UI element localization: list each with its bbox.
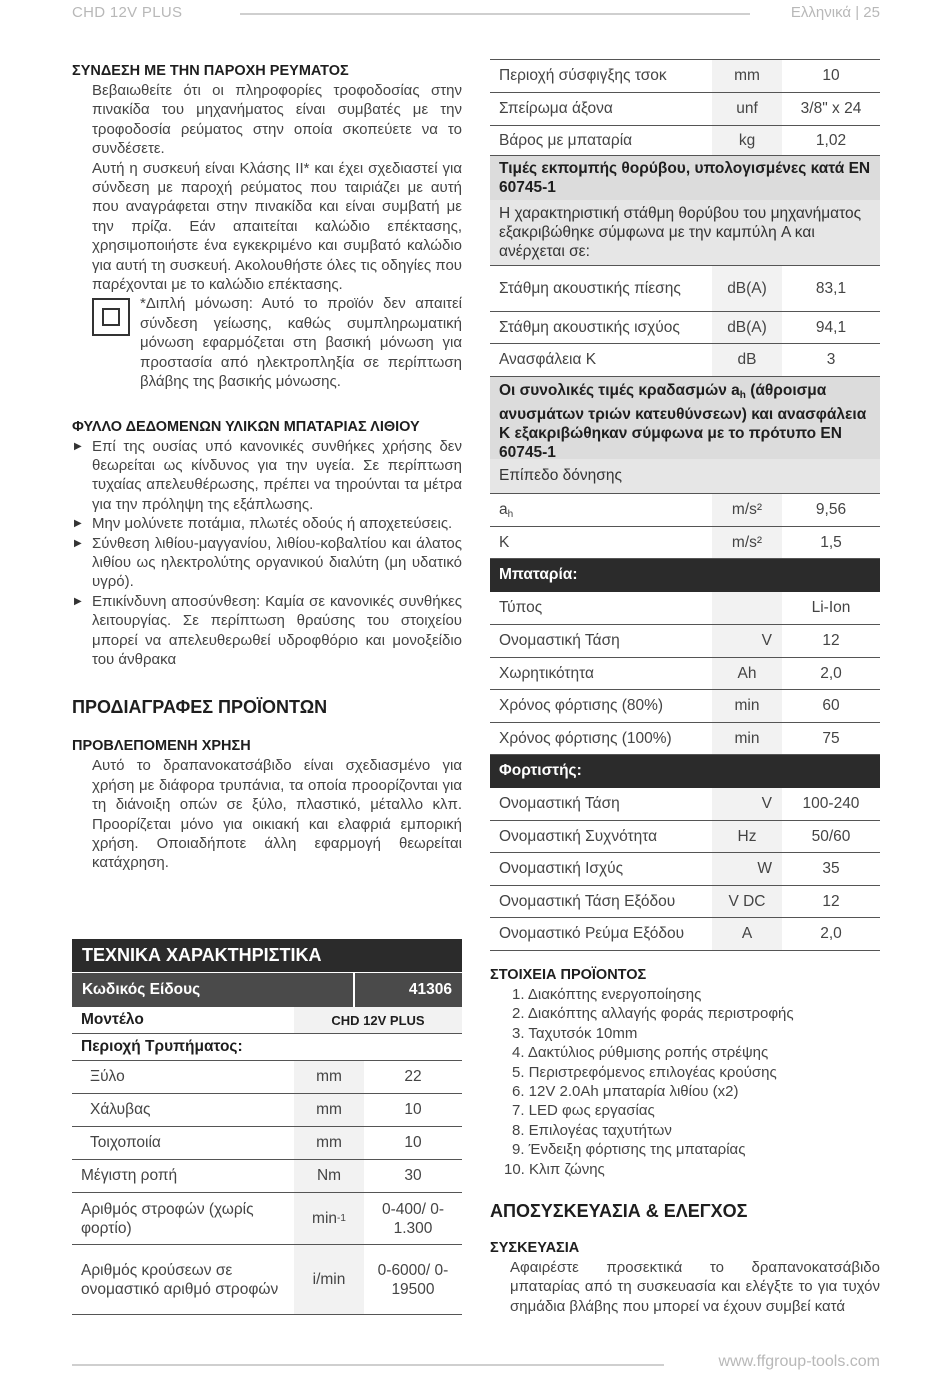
code-value: 41306 — [408, 981, 452, 998]
row-value: 2,0 — [820, 664, 842, 682]
row-label: Μέγιστη ροπή — [81, 1167, 178, 1184]
row-value: 75 — [822, 729, 840, 747]
row-unit: mm — [294, 1094, 364, 1126]
list-item: 6. 12V 2.0Ah μπαταρία λιθίου (x2) — [512, 1083, 739, 1101]
table-row — [490, 527, 880, 559]
list-item: 4. Δακτύλιος ρύθμισης ροπής στρέψης — [512, 1044, 769, 1062]
list-item: ▶ Σύνθεση λιθίου-μαγγανίου, λιθίου-κοβαλτίου και άλατος λιθίου ως ηλεκτρολύτης οργανικού διαλύτη (μη υδατικό υγρό). — [72, 534, 462, 592]
double-insulation-note — [72, 294, 462, 391]
product-elements-title: ΣΤΟΙΧΕΙΑ ΠΡΟΪΟΝΤΟΣ — [490, 967, 647, 983]
table-row — [490, 886, 880, 918]
list-item: ▶ Μην μολύνετε ποτάμια, πλωτές οδούς ή αποχετεύσεις. — [72, 514, 462, 533]
row-value: 12 — [822, 892, 840, 910]
row-label: Ξύλο — [90, 1068, 125, 1085]
row-value: 100-240 — [802, 795, 860, 812]
list-item: 1. Διακόπτης ενεργοποίησης — [512, 986, 702, 1003]
ah-base: a — [499, 500, 508, 518]
power-paragraph-1: Βεβαιωθείτε ότι οι πληροφορίες τροφοδοσίας στην πινακίδα του μηχανήματος είναι συμβατές με την τροφοδοσία ρεύματος στην οποία σκοπεύετε να το συνδέσετε. — [92, 82, 462, 158]
row-label: Ονομαστική Τάση — [499, 795, 620, 812]
list-item: ▶ Επί της ουσίας υπό κανονικές συνθήκες χρήσης δεν θεωρείται ως κίνδυνος για την υγεία. Σε περίπτωση τυχαίας απελευθέρωσης, πρέπει να τηρούνται τα μέτρα για την πρόληψη της εξάπλωσης. — [72, 437, 462, 515]
row-unit: dB — [712, 344, 782, 376]
vibration-level-label: Επίπεδο δόνησης — [490, 459, 880, 494]
row-unit: V DC — [712, 886, 782, 917]
row-value: 35 — [822, 860, 840, 877]
row-unit: min — [712, 723, 782, 754]
vibration-heading-a: Οι συνολικές τιμές κραδασμών a — [499, 382, 740, 399]
table-row — [490, 60, 880, 93]
row-label: Χωρητικότητα — [499, 664, 595, 682]
header-product-name: CHD 12V PLUS — [72, 4, 183, 21]
list-item: 7. LED φως εργασίας — [512, 1102, 655, 1120]
row-label: Ονομαστική Συχνότητα — [499, 827, 658, 845]
row-label: Σπείρωμα άξονα — [499, 100, 613, 117]
list-item: ▶ Επικίνδυνη αποσύνθεση: Καμία σε κανονικές συνθήκες λειτουργίας. Σε περίπτωση θραύσης του στοιχείου μπορεί να απελευθερωθεί υδροφθόριο και μονοξείδιο του άνθρακα — [72, 592, 462, 670]
row-value: 83,1 — [815, 279, 847, 297]
row-label: Χρόνος φόρτισης (100%) — [499, 729, 672, 747]
table-row — [72, 1127, 462, 1160]
table-row — [490, 266, 880, 312]
row-unit: A — [712, 918, 782, 950]
row-value: Li-Ion — [811, 599, 851, 616]
left-column — [72, 62, 462, 873]
table-row — [72, 1160, 462, 1193]
row-value: 1,02 — [815, 131, 847, 149]
row-value: 60 — [822, 697, 840, 714]
table-row — [490, 788, 880, 821]
table-row — [490, 918, 880, 951]
row-unit: Ah — [712, 658, 782, 689]
charger-heading: Φορτιστής: — [490, 755, 880, 788]
table-row — [490, 312, 880, 344]
row-value: 22 — [404, 1068, 422, 1085]
table-row — [490, 625, 880, 658]
unit-base: min — [312, 1210, 338, 1227]
row-value: 3/8" x 24 — [800, 100, 862, 117]
class-ii-icon — [92, 298, 130, 336]
intended-use-title: ΠΡΟΒΛΕΠΟΜΕΝΗ ΧΡΗΣΗ — [72, 738, 251, 755]
row-label: Τύπος — [499, 599, 543, 616]
row-label: K — [499, 533, 510, 551]
right-column — [490, 966, 880, 1316]
table-row — [72, 1193, 462, 1245]
unit-superscript: -1 — [337, 1213, 346, 1224]
list-item: 5. Περιστρεφόμενος επιλογέας κρούσης — [512, 1063, 777, 1081]
row-unit: m/s² — [712, 494, 782, 526]
row-label: Ονομαστικό Ρεύμα Εξόδου — [499, 925, 685, 942]
table-row — [72, 973, 462, 1007]
table-row — [490, 126, 880, 156]
row-unit: mm — [294, 1127, 364, 1159]
row-unit: i/min — [294, 1245, 364, 1314]
row-label: Ονομαστική Ισχύς — [499, 860, 624, 877]
row-value: 30 — [404, 1167, 422, 1184]
row-unit: Hz — [712, 821, 782, 852]
table-row — [72, 1094, 462, 1127]
row-value: 9,56 — [815, 501, 847, 518]
row-value: 10 — [404, 1101, 422, 1118]
row-value: 10 — [404, 1134, 422, 1151]
unpacking-title: ΑΠΟΣΥΣΚΕΥΑΣΙΑ & ΕΛΕΓΧΟΣ — [490, 1201, 748, 1222]
list-item: 2. Διακόπτης αλλαγής φοράς περιστροφής — [512, 1005, 794, 1023]
list-item: 10. Κλιπ ζώνης — [504, 1160, 605, 1178]
double-insulation-text: *Διπλή μόνωση: Αυτό το προϊόν δεν απαιτεί σύνδεση γείωσης, καθώς συμπληρωματική μόνωση εφαρμόζεται στη βασική μόνωση για προστασία από ηλεκτροπληξία σε περίπτωση βλάβης της βασικής μόνωσης. — [140, 295, 462, 391]
vibration-heading-sub: h — [739, 390, 746, 401]
row-unit: kg — [712, 126, 782, 155]
row-unit: V — [712, 625, 782, 657]
row-unit: unf — [712, 93, 782, 125]
battery-sheet-title: ΦΥΛΛΟ ΔΕΔΟΜΕΝΩΝ ΥΛΙΚΩΝ ΜΠΑΤΑΡΙΑΣ ΛΙΘΙΟΥ — [72, 418, 420, 435]
row-unit: Nm — [294, 1160, 364, 1192]
row-label: Χάλυβας — [90, 1101, 151, 1118]
row-value: 50/60 — [811, 827, 851, 845]
table-row — [490, 821, 880, 853]
row-unit — [712, 592, 782, 624]
model-label: Μοντέλο — [81, 1011, 144, 1028]
row-label: Βάρος με μπαταρία — [499, 131, 633, 149]
row-label: Ονομαστική Τάση — [499, 632, 620, 649]
footer-url[interactable]: www.ffgroup-tools.com — [718, 1353, 880, 1370]
table-row — [72, 1007, 462, 1034]
row-label: Ονομαστική Τάση Εξόδου — [499, 892, 676, 910]
drill-area-heading: Περιοχή Τρυπήματος: — [72, 1034, 462, 1061]
list-item: 8. Επιλογέας ταχυτήτων — [512, 1121, 672, 1139]
row-unit: dB(A) — [712, 312, 782, 343]
row-value: 1,5 — [820, 533, 842, 551]
row-label: Ανασφάλεια K — [499, 351, 597, 368]
list-item: 3. Ταχυτσόκ 10mm — [512, 1024, 638, 1042]
row-unit: mm — [294, 1061, 364, 1093]
noise-heading: Τιμές εκπομπής θορύβου, υπολογισμένες κατά EN 60745-1 — [490, 156, 880, 200]
header-language-page: Ελληνικά | 25 — [790, 4, 880, 21]
row-label: Περιοχή σύσφιγξης τσοκ — [499, 67, 667, 84]
table-row — [490, 658, 880, 690]
power-section-title: ΣΥΝΔΕΣΗ ΜΕ ΤΗΝ ΠΑΡΟΧΗ ΡΕΥΜΑΤΟΣ — [72, 63, 349, 79]
table-row — [490, 93, 880, 126]
list-item: 9. Ένδειξη φόρτισης της μπαταρίας — [512, 1141, 746, 1159]
power-paragraph-2: Αυτή η συσκευή είναι Κλάσης ΙΙ* και έχει σχεδιαστεί για σύνδεση με παροχή ρεύματος που ταιριάζει με αυτή που αναγράφεται στην πινακίδα και είναι συμβατή με την πρίζα. Εάν απαιτείται καλώδιο επέκτασης, χρησιμοποιήστε ένα εγκεκριμένο και συμβατό καλώδιο για αυτή τη συσκευή. Ακολουθήστε όλες τις οδηγίες που παρέχονται με το καλώδιο επέκτασης. — [92, 159, 462, 294]
specs-section-title: ΠΡΟΔΙΑΓΡΑΦΕΣ ΠΡΟΪΟΝΤΩΝ — [72, 697, 328, 718]
noise-description: Η χαρακτηριστική στάθμη θορύβου του μηχανήματος εξακριβώθηκε σύμφωνα με την καμπύλη A και ανέρχεται σε: — [490, 200, 880, 266]
model-value: CHD 12V PLUS — [294, 1007, 462, 1033]
vibration-heading-b: (άθροισμα ανυσμάτων τριών κατευθύνσεων) και ανασφάλεια K εξακριβώθηκαν σύμφωνα με το πρότυπο EN 60745-1 — [499, 382, 867, 461]
header-rule — [240, 13, 750, 15]
ah-sub: h — [507, 508, 514, 520]
intended-use-text: Αυτό το δραπανοκατσάβιδο είναι σχεδιασμένο για χρήση με διάφορα τρυπάνια, τα οποία προορίζονται για τη διάνοιξη οπών σε ξύλο, πλαστικό, μέταλλο κλπ. Προορίζεται μόνο για οικιακή και ελαφριά εμπορική χρήση. Οποιαδήποτε άλλη εφαρμογή θεωρείται κατάχρηση. — [92, 757, 462, 872]
row-label: Αριθμός κρούσεων σε ονομαστικό αριθμό στροφών — [81, 1261, 279, 1298]
row-unit: m/s² — [712, 527, 782, 558]
table-row — [72, 1245, 462, 1315]
packaging-text: Αφαιρέστε προσεκτικά το δραπανοκατσάβιδο μπαταρίας από τη συσκευασία και ελέγξτε το για τυχόν σημάδια βλάβης που μπορεί να έχουν συμβεί κατά — [510, 1259, 880, 1315]
specs-table-continued — [490, 59, 880, 951]
row-label: Χρόνος φόρτισης (80%) — [499, 697, 664, 714]
table-row — [490, 690, 880, 723]
row-unit: V — [712, 788, 782, 820]
tech-specs-table — [72, 939, 462, 1315]
row-unit: W — [712, 853, 782, 885]
product-elements-list — [490, 985, 880, 1179]
tech-table-title: ΤΕΧΝΙΚΑ ΧΑΡΑΚΤΗΡΙΣΤΙΚΑ — [72, 939, 462, 973]
code-label: Κωδικός Είδους — [72, 973, 355, 1007]
row-value: 94,1 — [815, 318, 847, 336]
row-label: Αριθμός στροφών (χωρίς φορτίο) — [81, 1200, 254, 1237]
table-row — [490, 723, 880, 755]
row-unit: dB(A) — [712, 266, 782, 311]
table-row — [72, 1061, 462, 1094]
row-value: 10 — [822, 67, 840, 84]
row-unit: mm — [712, 60, 782, 92]
table-row — [490, 592, 880, 625]
row-value: 3 — [826, 351, 836, 368]
row-unit — [294, 1193, 364, 1244]
row-value: 2,0 — [820, 925, 842, 942]
row-label: Στάθμη ακουστικής πίεσης — [499, 279, 681, 297]
table-row — [490, 494, 880, 527]
row-value: 0-6000/ 0-19500 — [377, 1261, 449, 1298]
packaging-title: ΣΥΣΚΕΥΑΣΙΑ — [490, 1240, 580, 1257]
row-unit: min — [712, 690, 782, 722]
row-value: 0-400/ 0-1.300 — [381, 1200, 445, 1237]
battery-safety-list — [72, 437, 462, 670]
battery-heading: Μπαταρία: — [490, 559, 880, 592]
row-value: 12 — [822, 632, 840, 649]
row-label: Τοιχοποιία — [90, 1134, 161, 1151]
table-row — [490, 344, 880, 377]
vibration-heading — [490, 377, 880, 459]
row-label — [490, 501, 712, 520]
footer-rule — [72, 1364, 664, 1366]
row-label: Στάθμη ακουστικής ισχύος — [499, 318, 680, 336]
table-row — [490, 853, 880, 886]
